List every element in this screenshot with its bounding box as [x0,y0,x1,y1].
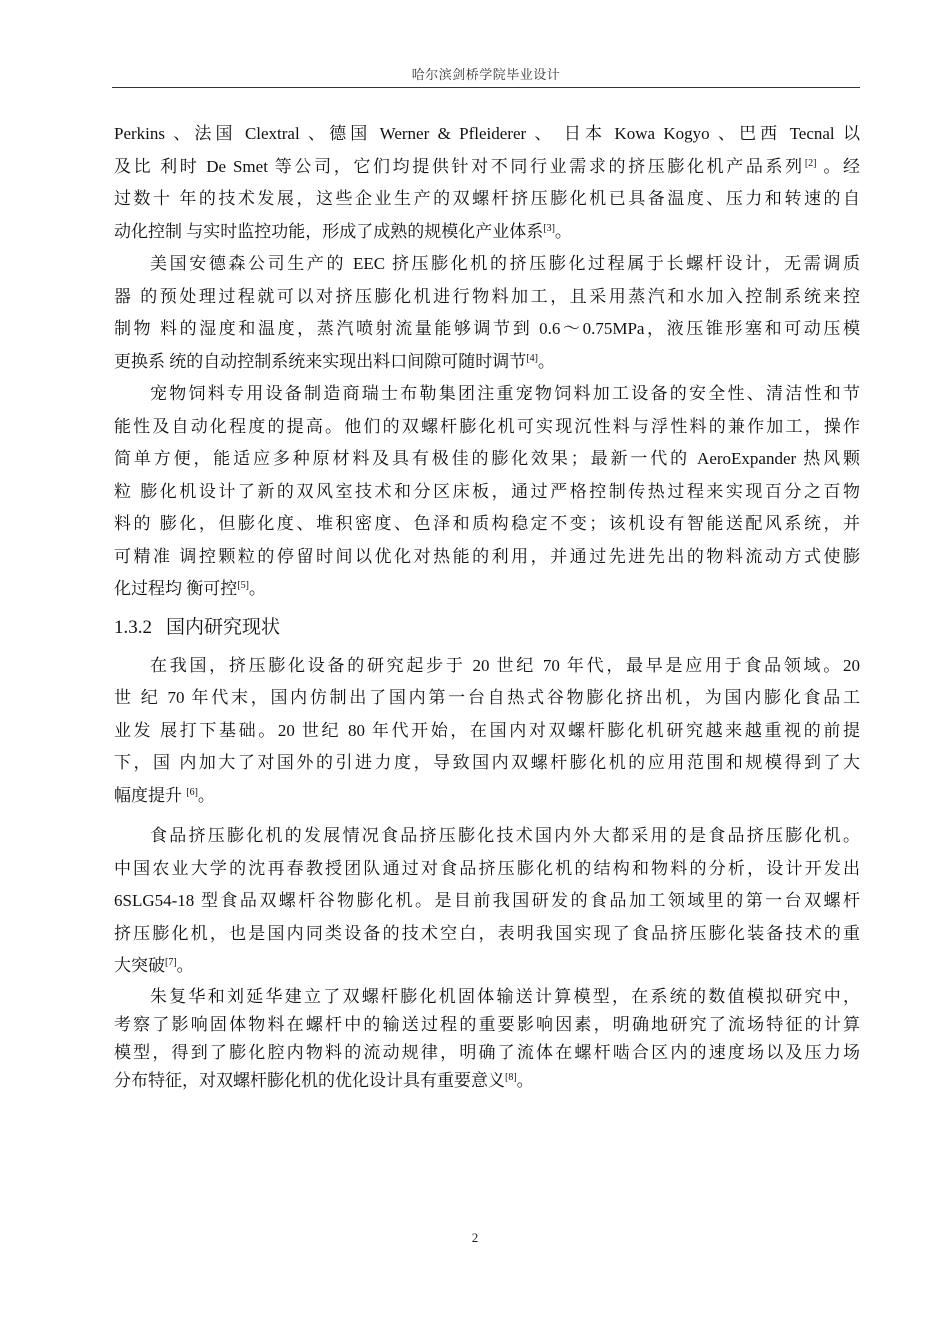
paragraph-domestic-history [114,650,860,813]
text-line: 动化控制 与实时监控功能，形成了成熟的规模化产业体系[3]。 [114,221,572,241]
text-line: 业发 展打下基础。20 世纪 80 年代开始，在国内对双螺杆膨化机研究越来越重视的前提 [114,720,860,740]
citation: [3] [543,222,555,234]
text-line: 美国安德森公司生产的 EEC 挤压膨化机的挤压膨化过程属于长螺杆设计，无需调质 [150,254,860,273]
citation: [2] [804,157,817,169]
text-line: 食品挤压膨化机的发展情况食品挤压膨化技术国内外大都采用的是食品挤压膨化机。 [150,826,860,845]
text-line: 世 纪 70 年代末，国内仿制出了国内第一台自热式谷物膨化挤出机，为国内膨化食品工 [114,688,860,707]
text-line: 器 的预处理过程就可以对挤压膨化机进行物料加工，且采用蒸汽和水加入控制系统来控 [114,286,860,306]
text-line: 能性及自动化程度的提高。他们的双螺杆膨化机可实现沉性料与浮性料的兼作加工，操作 [114,416,860,436]
text-line: 料的 膨化，但膨化度、堆积密度、色泽和质构稳定不变；该机设有智能送配风系统，并 [114,514,860,533]
text-line: 中国农业大学的沈再春教授团队通过对食品挤压膨化机的结构和物料的分析，设计开发出 [114,858,860,878]
text-line: 幅度提升 [6]。 [114,785,215,805]
text-line: 分布特征，对双螺杆膨化机的优化设计具有重要意义[8]。 [114,1070,534,1090]
page-header: 哈尔滨剑桥学院毕业设计 [411,67,561,82]
text-line: 大突破[7]。 [114,956,194,975]
text-line: 过数十 年的技术发展，这些企业生产的双螺杆挤压膨化机已具备温度、压力和转速的自 [114,189,860,208]
page-number: 2 [471,1230,479,1245]
text-line: 宠物饲料专用设备制造商瑞士布勒集团注重宠物饲料加工设备的安全性、清洁性和节 [150,384,860,403]
text-line: 挤压膨化机，也是国内同类设备的技术空白，表明我国实现了食品挤压膨化装备技术的重 [114,923,860,943]
citation: [6] [186,786,198,798]
text-line: 考察了影响固体物料在螺杆中的输送过程的重要影响因素，明确地研究了流场特征的计算 [114,1014,860,1034]
text-line: 简单方便，能适应多种原材料及具有极佳的膨化效果；最新一代的 AeroExpander 热风颗 [114,449,860,468]
text-line: 制物 料的湿度和温度，蒸汽喷射流量能够调节到 0.6～0.75MPa，液压锥形塞和可动压模 [114,319,860,338]
section-heading [114,606,860,650]
text-line: 粒 膨化机设计了新的双风室技术和分区床板，通过严格控制传热过程来实现百分之百物 [114,481,860,501]
text-line: 下，国 内加大了对国外的引进力度，导致国内双螺杆膨化机的应用范围和规模得到了大 [114,753,860,772]
text-line: 及比 利时 De Smet 等公司，它们均提供针对不同行业需求的挤压膨化机产品系列[2] 。经 [114,156,860,176]
text-line: 6SLG54-18 型食品双螺杆谷物膨化机。是目前我国研发的食品加工领域里的第一台双螺杆 [114,891,860,910]
paragraph-buhler [114,378,860,606]
paragraph-foreign-companies [114,118,860,248]
section-title: 国内研究现状 [166,616,281,638]
text-line: 模型，得到了膨化腔内物料的流动规律，明确了流体在螺杆啮合区内的速度场以及压力场 [114,1042,860,1062]
section-number: 1.3.2 [114,616,152,638]
document-body [114,118,860,1095]
citation: [8] [505,1071,517,1083]
paragraph-gap [114,812,860,820]
text-line: 朱复华和刘延华建立了双螺杆膨化机固体输送计算模型，在系统的数值模拟研究中， [150,986,860,1006]
text-line: 化过程均 衡可控[5]。 [114,579,266,598]
text-line: 更换系 统的自动控制系统来实现出料口间隙可随时调节[4]。 [114,351,555,371]
header-divider [112,87,860,88]
paragraph-anderson [114,248,860,378]
text-line: Perkins 、法国 Clextral 、德国 Werner & Pfleiderer 、 日本 Kowa Kogyo 、巴西 Tecnal 以 [114,124,860,143]
paragraph-cau-extruder [114,820,860,983]
text-line: 可精准 调控颗粒的停留时间以优化对热能的利用，并通过先进先出的物料流动方式使膨 [114,546,860,566]
paragraph-solid-conveying-model [114,983,860,1095]
text-line: 在我国，挤压膨化设备的研究起步于 20 世纪 70 年代，最早是应用于食品领域。20 [150,655,860,675]
citation: [4] [526,352,538,364]
citation: [5] [237,580,249,591]
citation: [7] [165,957,177,968]
